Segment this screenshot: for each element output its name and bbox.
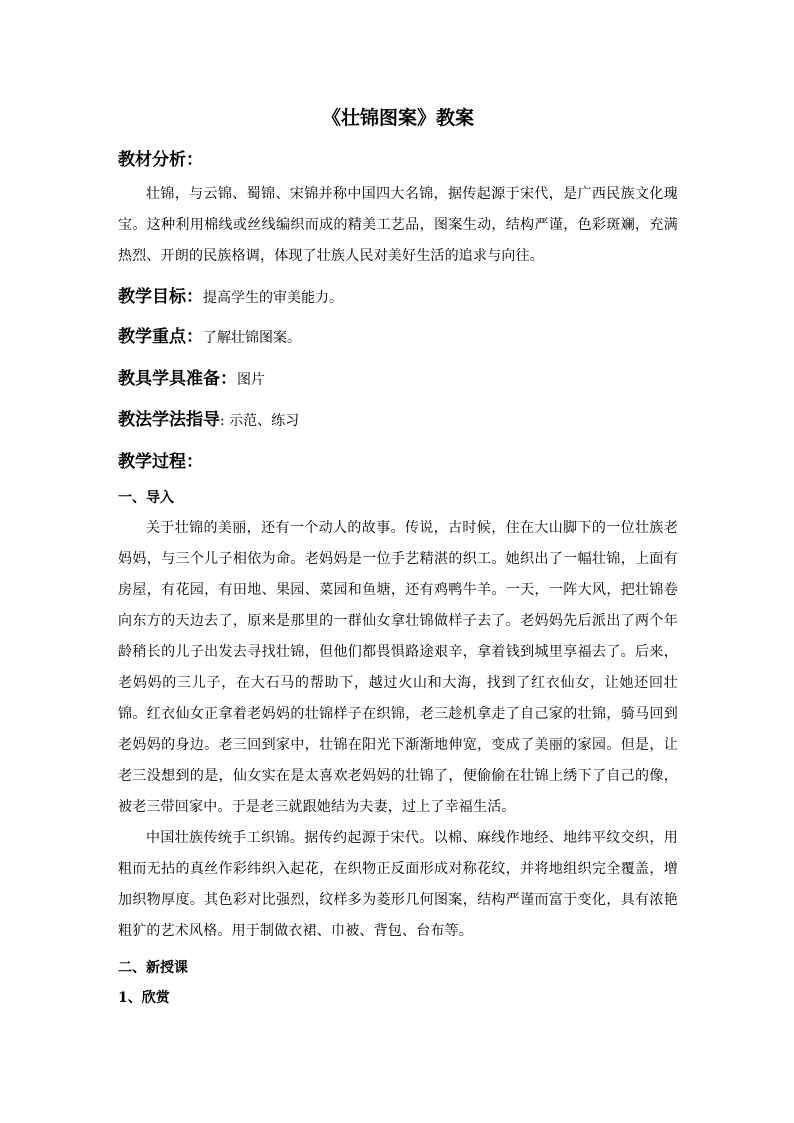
section-new-lesson-label: 二、新授课 <box>118 960 188 976</box>
tools-heading <box>118 367 265 392</box>
goal-label: 教学目标： <box>118 287 203 307</box>
analysis-paragraph: 壮锦，与云锦、蜀锦、宋锦并称中国四大名锦，据传起源于宋代，是广西民族文化瑰宝。这种利用棉线或丝线编织而成的精美工艺品，图案生动，结构严谨，色彩斑斓，充满热烈、开朗的民族格调，体现了壮族人民对美好生活的追求与向往。 <box>118 186 678 264</box>
analysis-heading: 教材分析： <box>118 150 203 170</box>
document-title: 《壮锦图案》教案 <box>321 107 474 129</box>
goal-value: 提高学生的审美能力。 <box>203 290 343 306</box>
goal-heading <box>118 285 343 310</box>
focus-value: 了解壮锦图案。 <box>203 330 301 346</box>
section-intro-label: 一、导入 <box>118 490 174 506</box>
craft-paragraph: 中国壮族传统手工织锦。据传约起源于宋代。以棉、麻线作地经、地纬平纹交织，用粗而无拈的真丝作彩纬织入起花，在织物正反面形成对称花纹，并将地组织完全覆盖，增加织物厚度。其色彩对比强烈，纹样多为菱形几何图案，结构严谨而富于变化，具有浓艳粗犷的艺术风格。用于制做衣裙、巾被、背包、台布等。 <box>118 830 678 939</box>
method-value: : 示范、练习 <box>220 413 300 429</box>
subsection-appreciation-label: 1、欣赏 <box>118 990 170 1006</box>
process-heading: 教学过程： <box>118 452 203 472</box>
focus-heading <box>118 325 301 350</box>
tools-value: 图片 <box>237 372 265 388</box>
focus-label: 教学重点： <box>118 327 203 347</box>
method-label: 教法学法指导 <box>118 410 220 430</box>
tools-label: 教具学具准备： <box>118 369 237 389</box>
method-heading <box>118 408 299 433</box>
story-paragraph: 关于壮锦的美丽，还有一个动人的故事。传说，古时候，住在大山脚下的一位壮族老妈妈，与三个儿子相依为命。老妈妈是一位手艺精湛的织工。她织出了一幅壮锦，上面有房屋，有花园，有田地、果园、菜园和鱼塘，还有鸡鸭牛羊。一天，一阵大风，把壮锦卷向东方的天边去了，原来是那里的一群仙女拿壮锦做样子去了。老妈妈先后派出了两个年龄稍长的儿子出发去寻找壮锦，但他们都畏惧路途艰辛，拿着钱到城里享福去了。后来，老妈妈的三儿子，在大石马的帮助下，越过火山和大海，找到了红衣仙女，让她还回壮锦。红衣仙女正拿着老妈妈的壮锦样子在织锦，老三趁机拿走了自己家的壮锦，骑马回到老妈妈的身边。老三回到家中，壮锦在阳光下渐渐地伸宽，变成了美丽的家园。但是，让老三没想到的是，仙女实在是太喜欢老妈妈的壮锦了，便偷偷在壮锦上绣下了自己的像，被老三带回家中。于是老三就跟她结为夫妻，过上了幸福生活。 <box>118 520 678 815</box>
